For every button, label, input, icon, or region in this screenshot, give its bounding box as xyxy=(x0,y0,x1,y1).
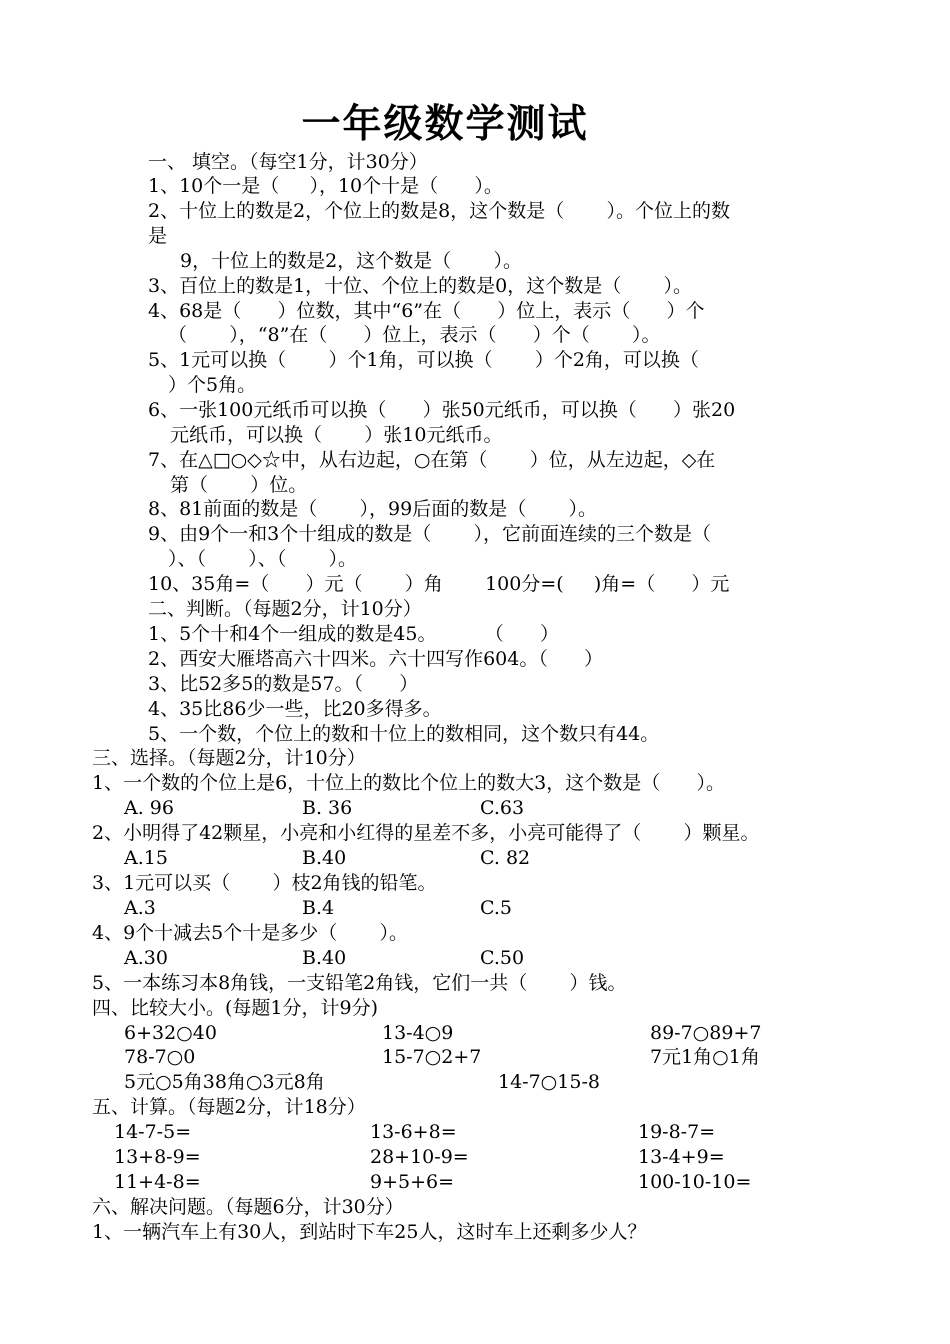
calc-item: 13+8-9= xyxy=(114,1146,201,1168)
s1-question-2-wrap: 是 xyxy=(148,225,168,247)
s1-question-7: 7、在△□○◇☆中，从右边起，○在第（ ）位，从左边起，◇在 xyxy=(148,449,716,471)
compare-item: 15-7○2+7 xyxy=(382,1046,482,1068)
compare-item: 14-7○15-8 xyxy=(498,1071,600,1093)
s3-q1-option-c: C.63 xyxy=(480,797,525,819)
s3-q4-option-c: C.50 xyxy=(480,947,525,969)
s2-question-1: 1、5个十和4个一组成的数是45。 （ ） xyxy=(148,623,559,645)
s3-q2-option-a: A.15 xyxy=(124,847,168,869)
s1-question-5: 5、1元可以换（ ）个1角，可以换（ ）个2角，可以换（ xyxy=(148,349,699,371)
s1-question-9-cont: ）、（ ）、（ ）。 xyxy=(168,548,358,570)
calc-item: 19-8-7= xyxy=(638,1121,716,1143)
calc-item: 9+5+6= xyxy=(370,1171,455,1193)
section-6-heading: 六、解决问题。（每题6分，计30分） xyxy=(92,1196,404,1218)
compare-item: 5元○5角38角○3元8角 xyxy=(124,1071,325,1093)
s3-q2-option-c: C. 82 xyxy=(480,847,531,869)
s1-question-1: 1、10个一是（ ），10个十是（ ）。 xyxy=(148,175,503,197)
s3-q4-option-b: B.40 xyxy=(302,947,347,969)
s3-q3-option-b: B.4 xyxy=(302,897,335,919)
s1-question-10: 10、35角=（ ）元（ ）角 100分=( )角=（ ）元 xyxy=(148,573,730,595)
calc-item: 28+10-9= xyxy=(370,1146,469,1168)
compare-item: 89-7○89+7 xyxy=(650,1022,762,1044)
calc-item: 100-10-10= xyxy=(638,1171,752,1193)
compare-item: 78-7○0 xyxy=(124,1046,196,1068)
calc-item: 14-7-5= xyxy=(114,1121,192,1143)
section-4-heading: 四、比较大小。(每题1分，计9分) xyxy=(92,997,379,1019)
s1-question-6: 6、一张100元纸币可以换（ ）张50元纸币，可以换（ ）张20 xyxy=(148,399,736,421)
s1-question-9: 9、由9个一和3个十组成的数是（ ），它前面连续的三个数是（ xyxy=(148,523,712,545)
s1-question-3: 3、百位上的数是1，十位、个位上的数是0，这个数是（ ）。 xyxy=(148,275,693,297)
s3-q3-option-a: A.3 xyxy=(124,897,156,919)
s3-question-3: 3、1元可以买（ ）枝2角钱的铅笔。 xyxy=(92,872,437,894)
s6-question-1: 1、一辆汽车上有30人，到站时下车25人，这时车上还剩多少人？ xyxy=(92,1221,647,1243)
s3-q3-option-c: C.5 xyxy=(480,897,512,919)
calc-item: 11+4-8= xyxy=(114,1171,201,1193)
s1-question-6-cont: 元纸币，可以换（ ）张10元纸币。 xyxy=(170,424,503,446)
s1-question-7-cont: 第（ ）位。 xyxy=(170,474,308,496)
s1-question-2: 2、十位上的数是2，个位上的数是8，这个数是（ ）。个位上的数 xyxy=(148,200,731,222)
s3-q2-option-b: B.40 xyxy=(302,847,347,869)
compare-item: 6+32○40 xyxy=(124,1022,217,1044)
s3-question-4: 4、9个十减去5个十是多少（ ）。 xyxy=(92,922,409,944)
s1-question-8: 8、81前面的数是（ ），99后面的数是（ ）。 xyxy=(148,498,597,520)
calc-item: 13-4+9= xyxy=(638,1146,725,1168)
s3-question-1: 1、一个数的个位上是6，十位上的数比个位上的数大3，这个数是（ ）。 xyxy=(92,772,726,794)
s1-question-4: 4、68是（ ）位数，其中“6”在（ ）位上，表示（ ）个 xyxy=(148,300,705,322)
compare-item: 7元1角○1角 xyxy=(650,1046,760,1068)
section-3-heading: 三、选择。（每题2分，计10分） xyxy=(92,747,366,769)
section-5-heading: 五、计算。（每题2分，计18分） xyxy=(92,1096,366,1118)
section-1-heading: 一、 填空。（每空1分，计30分） xyxy=(148,151,428,173)
s2-question-4: 4、35比86少一些，比20多得多。 xyxy=(148,698,442,720)
s3-question-5: 5、一本练习本8角钱，一支铅笔2角钱，它们一共（ ）钱。 xyxy=(92,972,627,994)
compare-item: 13-4○9 xyxy=(382,1022,454,1044)
calc-item: 13-6+8= xyxy=(370,1121,457,1143)
s1-question-2-cont: 9，十位上的数是2，这个数是（ ）。 xyxy=(180,250,522,272)
s2-question-3: 3、比52多5的数是57。（ ） xyxy=(148,673,419,695)
s1-question-5-cont: ）个5角。 xyxy=(168,374,257,396)
page-title: 一年级数学测试 xyxy=(301,102,589,147)
s2-question-5: 5、一个数，个位上的数和十位上的数相同，这个数只有44。 xyxy=(148,723,660,745)
s3-q4-option-a: A.30 xyxy=(124,947,168,969)
s3-q1-option-b: B. 36 xyxy=(302,797,353,819)
s3-q1-option-a: A. 96 xyxy=(124,797,174,819)
s1-question-4-cont: （ ），“8”在（ ）位上，表示（ ）个（ ）。 xyxy=(168,324,661,346)
s3-question-2: 2、小明得了42颗星，小亮和小红得的星差不多，小亮可能得了（ ）颗星。 xyxy=(92,822,760,844)
s2-question-2: 2、西安大雁塔高六十四米。六十四写作604。（ ） xyxy=(148,648,604,670)
section-2-heading: 二、判断。（每题2分，计10分） xyxy=(148,598,422,620)
